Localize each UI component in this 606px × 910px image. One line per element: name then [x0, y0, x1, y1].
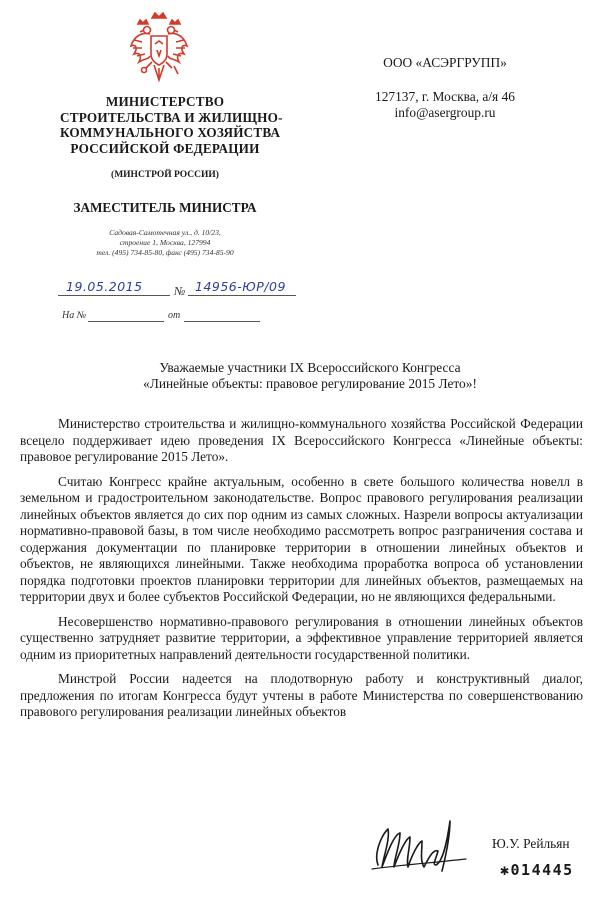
body-paragraph: Минстрой России надеется на плодотворную работу и конструктивный диалог, предложения по итогам Конгресса будут учтены в работе Министерства по совершенствованию правового регулирования реализации линейных объектов [20, 671, 583, 719]
ministry-name-line: МИНИСТЕРСТВО [105, 94, 225, 109]
reply-number-underline [88, 321, 164, 322]
coat-of-arms-icon [128, 10, 190, 86]
salutation [60, 360, 560, 392]
sender-address-line: Садовая-Самотечная ул., д. 10/23, [109, 228, 221, 237]
number-underline [188, 295, 296, 296]
number-sign: № [174, 284, 186, 298]
letter-body [20, 416, 583, 729]
recipient-block [330, 55, 560, 121]
reply-date-underline [184, 321, 260, 322]
ministry-short-name: (МИНСТРОЙ РОССИИ) [111, 170, 219, 180]
recipient-email: info@asergroup.ru [394, 105, 496, 120]
outgoing-date: 19.05.2015 [66, 279, 143, 294]
salutation-line: Уважаемые участники IX Всероссийского Конгресса [159, 360, 461, 375]
handwritten-signature [370, 815, 470, 875]
reply-number-label: На № [62, 310, 87, 321]
salutation-line: «Линейные объекты: правовое регулирование 2015 Лето»! [143, 376, 477, 391]
date-underline [58, 295, 170, 296]
ministry-name-line: КОММУНАЛЬНОГО ХОЗЯЙСТВА [60, 125, 281, 140]
ministry-name-line: РОССИЙСКОЙ ФЕДЕРАЦИИ [70, 140, 260, 156]
outgoing-number: 14956-ЮР/09 [195, 279, 286, 294]
document-serial-number: ✱014445 [500, 861, 574, 879]
sender-address-line: строение 1, Москва, 127994 [119, 238, 211, 247]
ministry-name [60, 94, 283, 156]
signer-name: Ю.У. Рейльян [492, 836, 570, 851]
reply-from-label: от [168, 310, 181, 321]
sender-address-line: тел. (495) 734-85-80, факс (495) 734-85-90 [96, 248, 234, 257]
recipient-address: 127137, г. Москва, а/я 46 [375, 89, 515, 104]
body-paragraph: Считаю Конгресс крайне актуальным, особенно в свете большого количества новелл в земельном и градостроительном законодательстве. Вопрос правового регулирования реализации линейных объектов является до сих пор одним из самых сложных. Назрели вопросы актуализации нормативно-правовой базы, в том числе необходимо рассмотреть вопрос разграничения состава и содержания документации по планировке территории в отношении линейных объектов и объектов, не являющихся линейными. Также необходима проработка вопроса об установлении порядка подготовки проектов планировки территории для линейных объектов, размещаемых на территории двух и более субъектов Российской Федерации, но не являющихся федеральными. [20, 473, 583, 604]
recipient-name: ООО «АСЭРГРУПП» [383, 55, 507, 70]
sender-address [60, 228, 270, 258]
body-paragraph: Министерство строительства и жилищно-коммунального хозяйства Российской Федерации всецело поддерживает идею проведения IX Всероссийского Конгресса «Линейные объекты: правовое регулирование 2015 Лето». [20, 416, 583, 464]
ministry-name-line: СТРОИТЕЛЬСТВА И ЖИЛИЩНО- [60, 109, 283, 125]
sender-position: ЗАМЕСТИТЕЛЬ МИНИСТРА [73, 200, 257, 215]
body-paragraph: Несовершенство нормативно-правового регулирования в отношении линейных объектов существенно затрудняет развитие территории, а эффективное управление территорией является одним из приоритетных направлений деятельности государственной политики. [20, 613, 583, 662]
